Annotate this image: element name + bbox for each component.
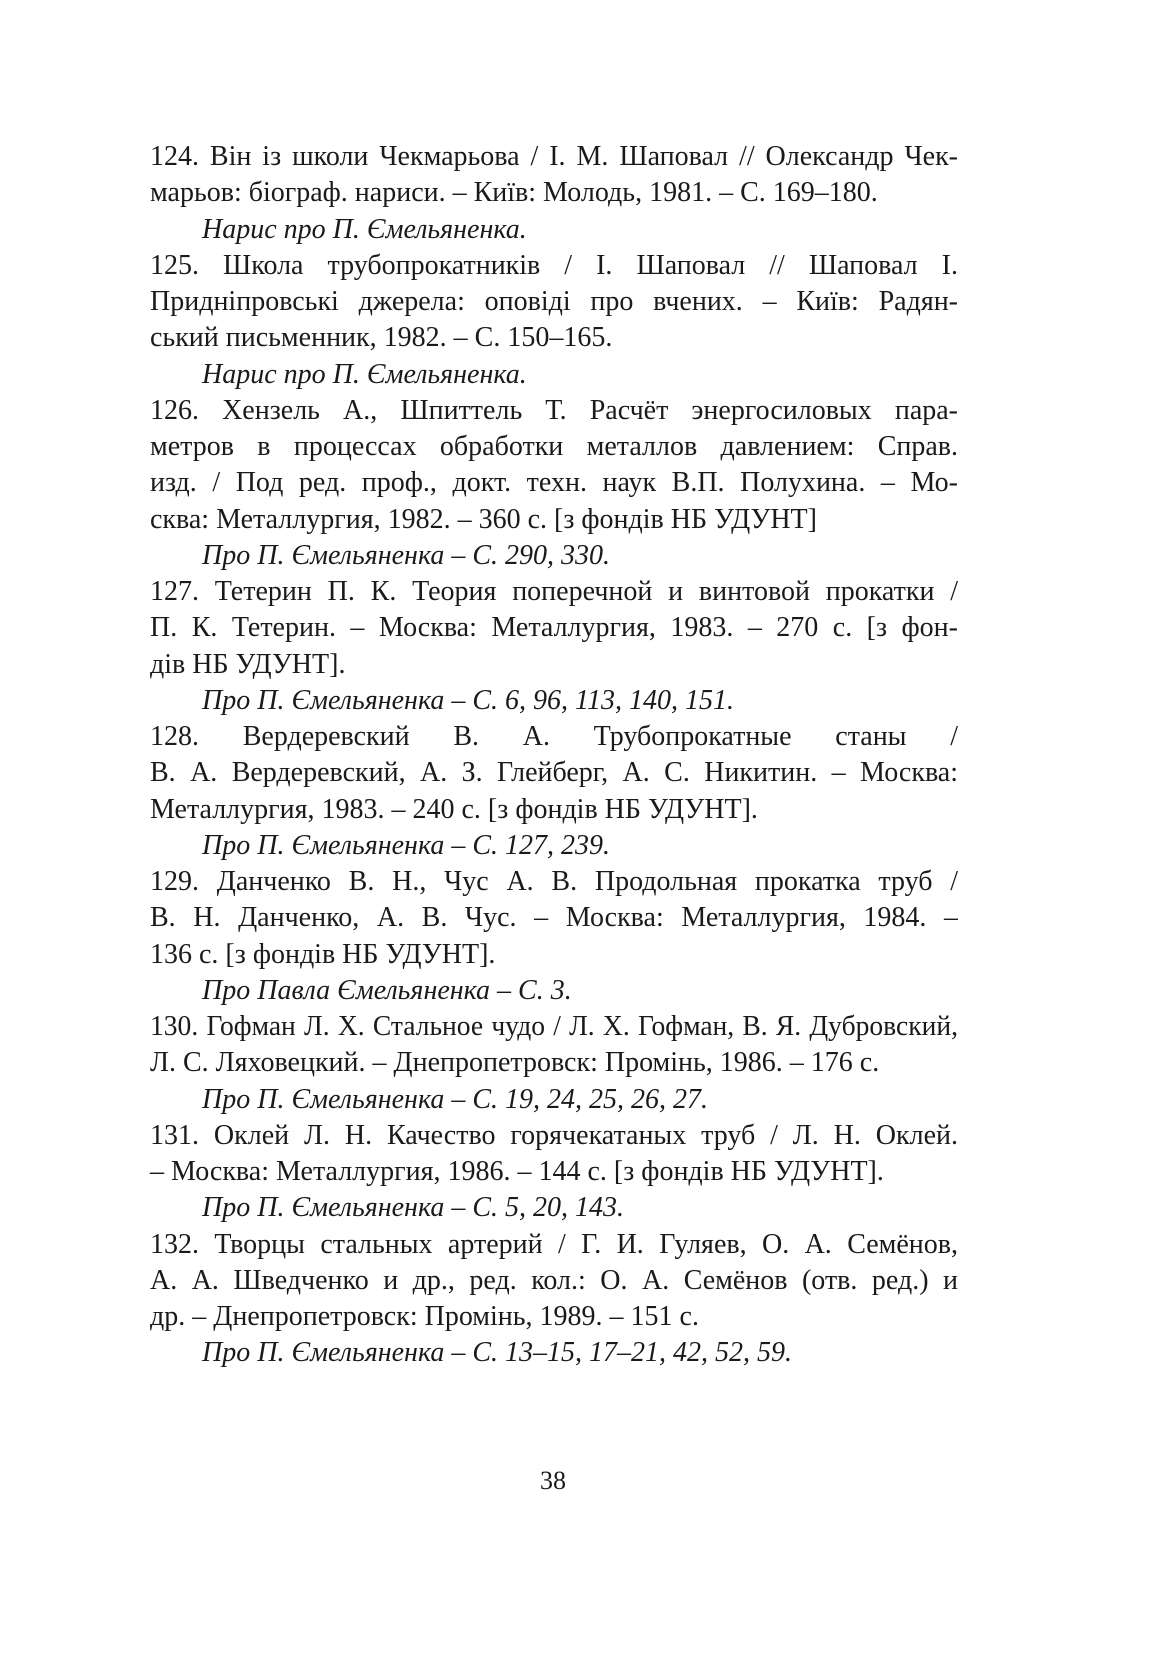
bibliography-entry [150,1118,958,1227]
entry-note: Про П. Ємельяненка – С. 13–15, 17–21, 42, 52, 59. [202,1337,793,1369]
entry-line: 127. Тетерин П. К. Теория поперечной и винтовой прокатки / [150,576,958,607]
entry-note: Про П. Ємельяненка – С. 6, 96, 113, 140, 151. [202,684,734,716]
bibliography-entry [150,1227,958,1372]
entry-note: Про П. Ємельяненка – С. 5, 20, 143. [202,1192,625,1224]
page-number: 38 [540,1466,566,1495]
entry-line: 130. Гофман Л. Х. Стальное чудо / Л. Х. Гофман, В. Я. Дубровский, [150,1011,958,1042]
entry-line: 136 с. [з фондів НБ УДУНТ]. [150,938,496,970]
entry-line: 131. Оклей Л. Н. Качество горячекатаных труб / Л. Н. Оклей. [150,1119,958,1151]
entry-line: В. Н. Данченко, А. В. Чус. – Москва: Металлургия, 1984. – [150,902,958,934]
entry-line: Придніпровські джерела: оповіді про вчених. – Київ: Радян- [150,286,958,317]
bibliography-entry [150,393,958,574]
entry-line: В. А. Вердеревский, А. З. Глейберг, А. С. Никитин. – Москва: [150,757,958,789]
entry-line: марьов: біограф. нариси. – Київ: Молодь, 1981. – С. 169–180. [150,177,878,209]
entry-line: П. К. Тетерин. – Москва: Металлургия, 1983. – 270 с. [з фон- [150,612,958,644]
bibliography-entry [150,139,958,248]
entry-line: Металлургия, 1983. – 240 с. [з фондів НБ УДУНТ]. [150,793,758,825]
entry-line: 129. Данченко В. Н., Чус А. В. Продольная прокатка труб / [150,866,958,897]
entry-line: др. – Днепропетровск: Промінь, 1989. – 151 с. [150,1301,699,1332]
bibliography-entry [150,719,958,864]
entry-line: метров в процессах обработки металлов давлением: Справ. [150,431,958,462]
entry-line: 132. Творцы стальных артерий / Г. И. Гуляев, О. А. Семёнов, [150,1228,958,1260]
entry-note: Нарис про П. Ємельяненка. [202,213,527,245]
entry-note: Про Павла Ємельяненка – С. 3. [202,974,572,1006]
entry-note: Про П. Ємельяненка – С. 19, 24, 25, 26, 27. [202,1083,709,1115]
entry-line: 128. Вердеревский В. А. Трубопрокатные станы / [150,721,958,752]
entry-line: Л. С. Ляховецкий. – Днепропетровск: Промінь, 1986. – 176 с. [150,1047,880,1079]
entry-note: Про П. Ємельяненка – С. 127, 239. [202,829,611,861]
entry-line: изд. / Под ред. проф., докт. техн. наук В.П. Полухина. – Мо- [150,467,958,499]
entry-note: Про П. Ємельяненка – С. 290, 330. [202,539,611,571]
bibliography-entry [150,248,958,393]
entry-line: сква: Металлургия, 1982. – 360 с. [з фондів НБ УДУНТ] [150,503,817,535]
entry-note: Нарис про П. Ємельяненка. [202,358,527,390]
bibliography-list [150,139,958,1372]
entry-line: А. А. Шведченко и др., ред. кол.: О. А. Семёнов (отв. ред.) и [150,1264,958,1296]
entry-line: – Москва: Металлургия, 1986. – 144 с. [з фондів НБ УДУНТ]. [150,1156,884,1187]
bibliography-entry [150,864,958,1009]
entry-line: 124. Він із школи Чекмарьова / І. М. Шаповал // Олександр Чек- [150,141,958,172]
entry-line: 125. Школа трубопрокатників / І. Шаповал // Шаповал І. [150,249,958,281]
entry-line: дів НБ УДУНТ]. [150,648,346,680]
bibliography-entry [150,574,958,719]
entry-line: ський письменник, 1982. – С. 150–165. [150,322,613,354]
bibliography-entry [150,1009,958,1118]
entry-line: 126. Хензель А., Шпиттель Т. Расчёт энергосиловых пара- [150,394,958,426]
